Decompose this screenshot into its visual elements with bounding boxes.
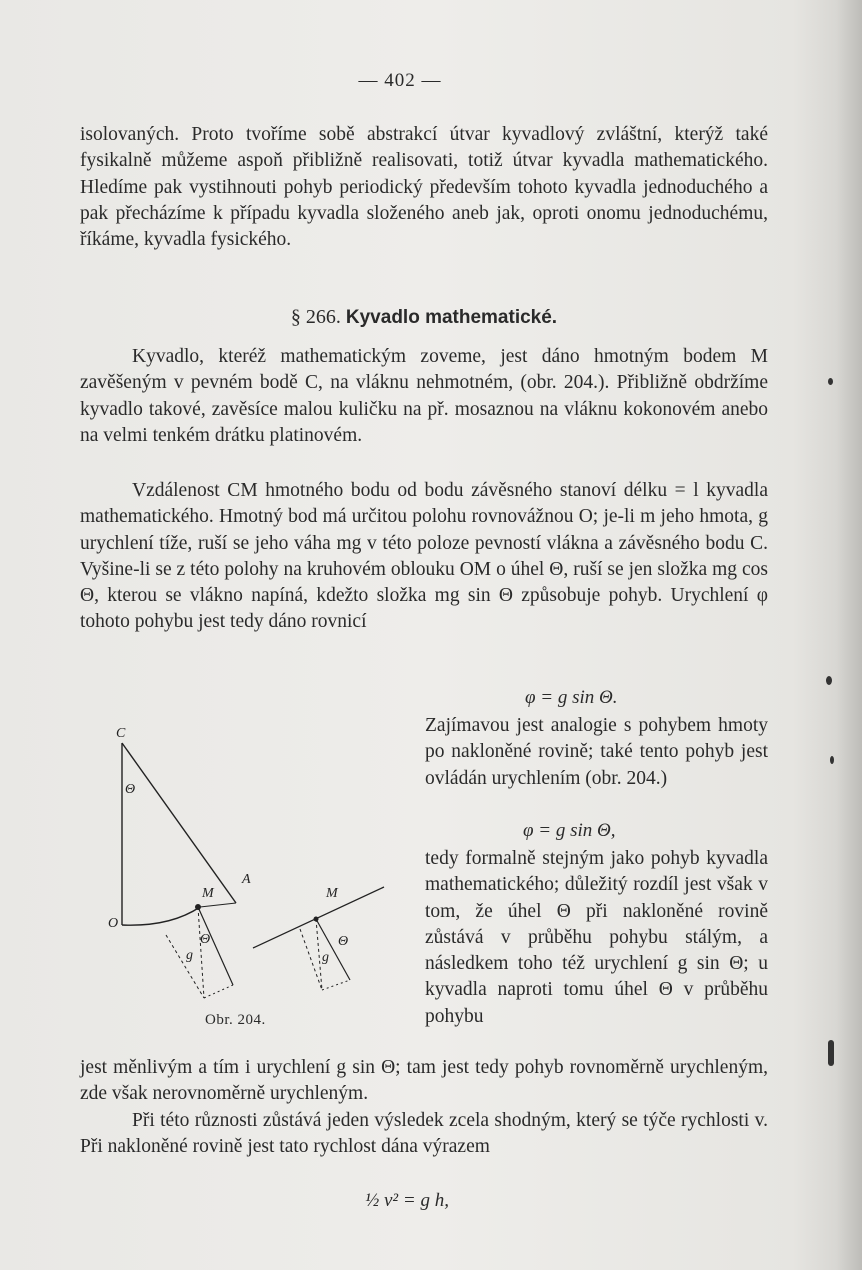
side-text-a: Zajímavou jest analogie s pohybem hmoty po nakloněné rovině; také tento pohyb jest ovládán urychlením (obr. 204.) [425,715,768,789]
label-theta-plane: Θ [338,934,349,949]
figure-caption: Obr. 204. [205,1012,266,1028]
side-text-b: tedy formalně stejným jako pohyb kyvadla mathematického; důležitý rozdíl jest však v tom, že úhel Θ při nakloněné rovině zůstává v průběhu pohybu stálým, a následkem toho též urychlení g sin Θ; u kyvadla naproti tomu úhel Θ v průběhu pohybu [425,848,768,1027]
label-theta: Θ [125,782,136,797]
label-a: A [242,872,251,887]
label-c: C [116,726,126,741]
label-g-plane: g [322,950,329,965]
formula-velocity: ½ v² = g h, [365,1190,449,1211]
label-o: O [108,916,119,931]
paragraph-5: Při této různosti zůstává jeden výsledek zcela shodným, který se týče rychlosti v. Při nakloněné rovině jest tato rychlost dána výrazem [80,1110,768,1158]
page-number: — 402 — [358,70,442,91]
ink-speck [828,1040,834,1066]
label-theta-2: Θ [200,932,211,947]
label-g: g [186,948,193,963]
section-title: Kyvadlo mathematické. [345,307,558,328]
paragraph-3: Vzdálenost CM hmotného bodu od bodu závěsného stanoví délku = l kyvadla mathematického. Hmotný bod má určitou polohu rovnovážnou O; je-li m jeho hmota, g urychlení tíže, ruší se jeho váha mg v této poloze pevností vlákna a závěsného bodu C. Vyšine-li se z této polohy na kruhovém oblouku OM o úhel Θ, ruší se jen složka mg cos Θ, kterou se vlákno napíná, kdežto složka mg sin Θ způsobuje pohyb. Urychlení φ tohoto pohybu jest tedy dáno rovnicí [80,480,768,633]
paragraph-1: isolovaných. Proto tvoříme sobě abstrakcí útvar kyvadlový zvláštní, kterýž také fysikalně můžeme aspoň přibližně realisovati, totiž útvar kyvadla mathematického. Hledíme pak vystihnouti pohyb periodický především tohoto kyvadla jednoduchého a pak přecházíme k případu kyvadla složeného aneb jak, oproti onomu jednoduchému, říkáme, kyvadla fysického. [80,124,768,251]
section-heading [80,306,768,329]
ink-speck [826,676,832,685]
formula-acceleration: φ = g sin Θ. [525,687,618,708]
pendulum-figure [100,715,400,1035]
ink-speck [828,378,833,385]
paragraph-4: jest měnlivým a tím i urychlení g sin Θ; tam jest tedy pohyb rovnoměrně urychleným, zde však nerovnoměrně urychleným. [80,1057,768,1105]
paragraph-2: Kyvadlo, kteréž mathematickým zoveme, jest dáno hmotným bodem M zavěšeným v pevném bodě C, na vláknu nehmotném, (obr. 204.). Přibližně obdržíme kyvadlo takové, zavěsíce malou kuličku na př. mosaznou na vláknu kokonovém anebo na velmi tenkém drátku platinovém. [80,346,768,446]
label-m: M [202,886,214,901]
label-m-plane: M [326,886,338,901]
section-number: § 266. [290,306,341,328]
ink-speck [830,756,834,764]
formula-acceleration-plane: φ = g sin Θ, [523,820,616,841]
